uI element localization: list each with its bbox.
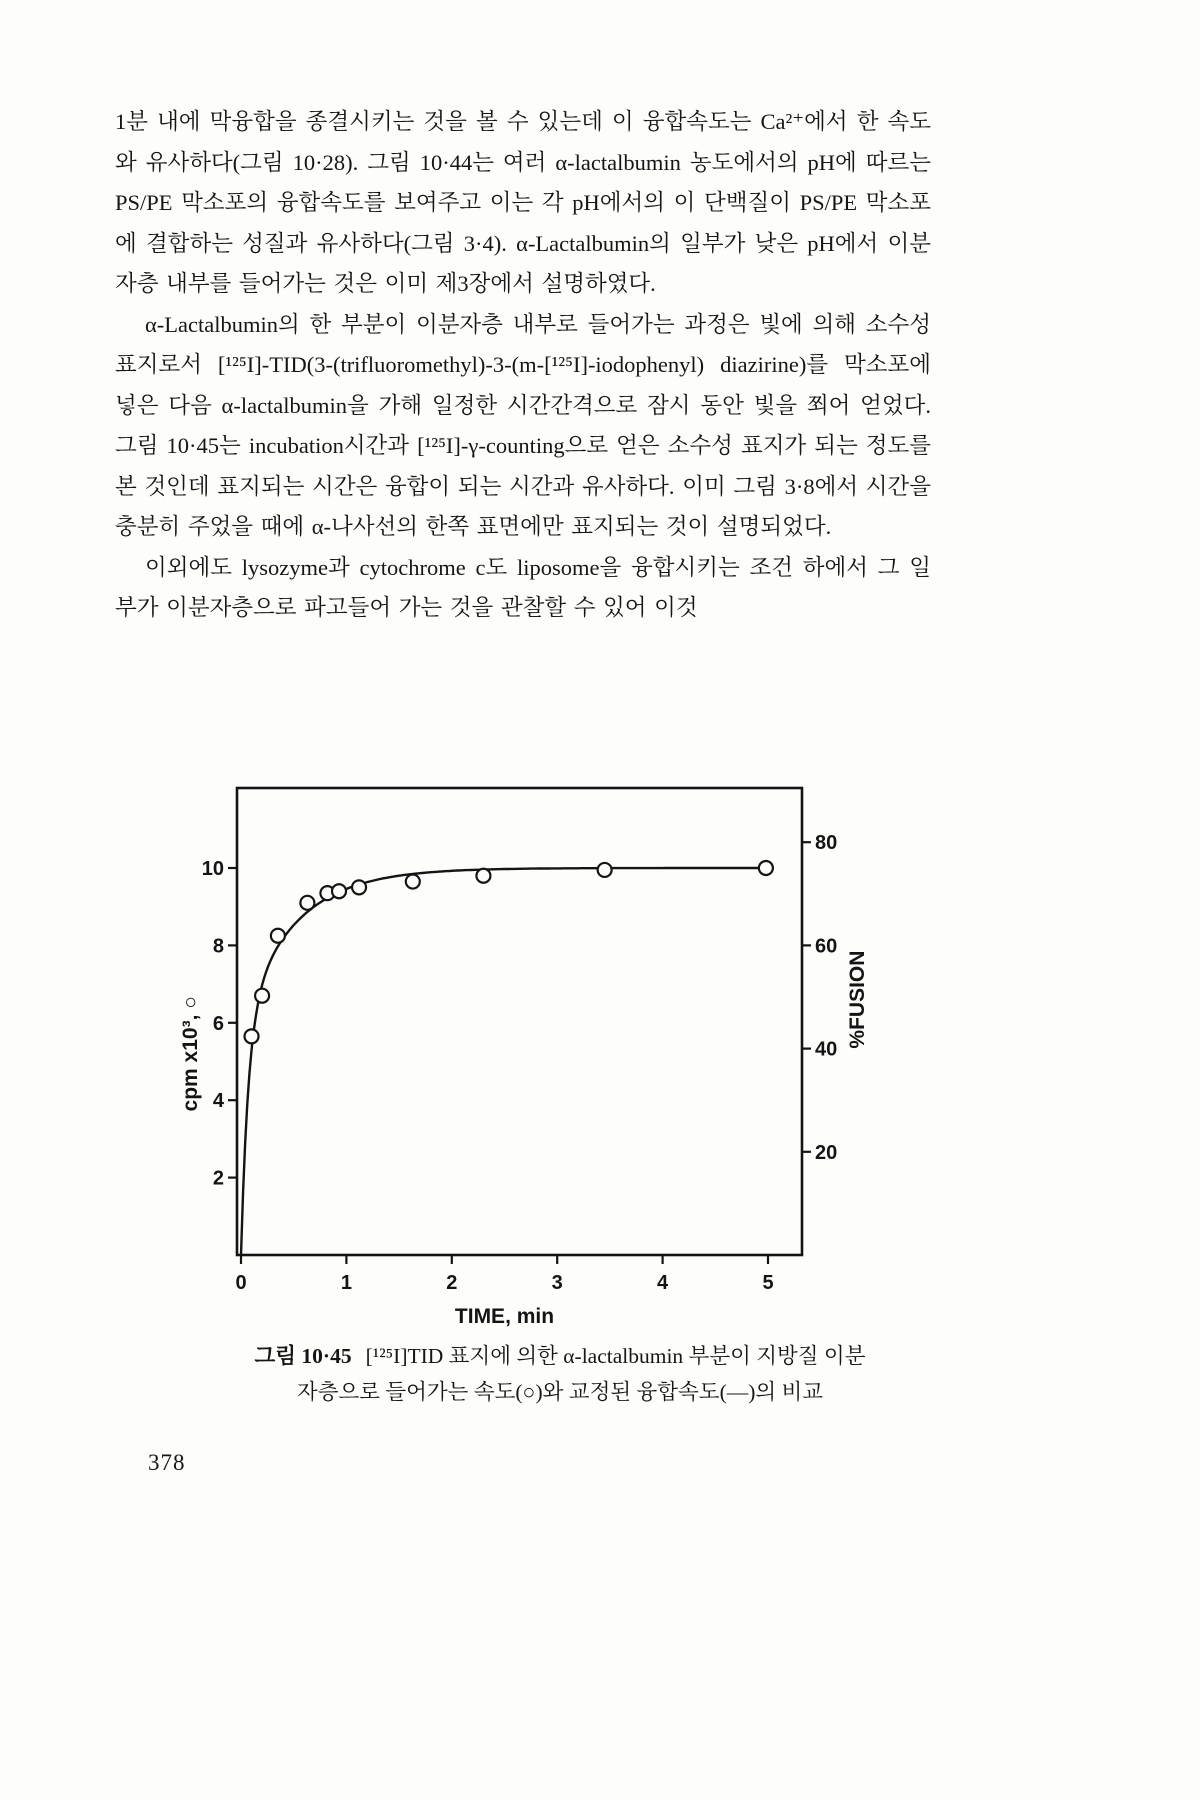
paragraph-3: 이외에도 lysozyme과 cytochrome c도 liposome을 융합시키는 조건 하에서 그 일부가 이분자층으로 파고들어 가는 것을 관찰할 수 있어 이것 <box>115 554 931 620</box>
x-tick-label: 3 <box>551 1272 563 1294</box>
data-point <box>476 869 490 883</box>
data-point <box>255 989 269 1003</box>
x-tick-label: 1 <box>340 1272 352 1294</box>
figure-10-45 <box>140 770 880 1330</box>
x-tick-label: 2 <box>446 1272 458 1294</box>
left-tick-label: 8 <box>212 935 224 958</box>
page-number: 378 <box>148 1450 186 1475</box>
left-tick-label: 2 <box>212 1167 224 1190</box>
right-axis-title: %FUSION <box>846 950 869 1049</box>
figure-caption-line-1 <box>170 1338 950 1374</box>
body-text <box>115 102 931 629</box>
data-point <box>759 861 773 875</box>
right-tick-label: 60 <box>815 935 838 958</box>
paragraph-1: 1분 내에 막융합을 종결시키는 것을 볼 수 있는데 이 융합속도는 Ca²⁺에서 한 속도와 유사하다(그림 10·28). 그림 10·44는 여러 α-lactalbumin 농도에서의 pH에 따르는 PS/PE 막소포의 융합속도를 보여주고 이는 각 pH에서의 이 단백질이 PS/PE 막소포에 결합하는 성질과 유사하다(그림 3·4). α-Lactalbumin의 일부가 낮은 pH에서 이분자층 내부를 들어가는 것은 이미 제3장에서 설명하였다. <box>115 109 931 296</box>
data-point <box>332 884 346 898</box>
data-point <box>245 1029 259 1043</box>
left-tick-label: 4 <box>212 1090 224 1113</box>
figure-caption-line-2: 자층으로 들어가는 속도(○)와 교정된 융합속도(—)의 비교 <box>296 1380 824 1404</box>
x-tick-label: 4 <box>657 1272 669 1294</box>
fusion-rate-chart <box>140 770 880 1330</box>
data-point <box>271 929 285 943</box>
right-tick-label: 80 <box>815 832 838 855</box>
figure-number-label: 그림 10·45 <box>254 1344 352 1368</box>
paragraph-2: α-Lactalbumin의 한 부분이 이분자층 내부로 들어가는 과정은 빛에 의해 소수성 표지로서 [¹²⁵I]-TID(3-(trifluoromethyl)-3-(m-[¹²⁵I]-iodophenyl) diazirine)를 막소포에 넣은 다음 α-lactalbumin을 가해 일정한 시간간격으로 잠시 동안 빛을 쬐어 얻었다. 그림 10·45는 incubation시간과 [¹²⁵I]-γ-counting으로 얻은 소수성 표지가 되는 정도를 본 것인데 표지되는 시간은 융합이 되는 시간과 유사하다. 이미 그림 3·8에서 시간을 충분히 주었을 때에 α-나사선의 한쪽 표면에만 표지되는 것이 설명되었다. <box>115 311 931 539</box>
fusion-curve <box>241 868 768 1255</box>
figure-caption <box>170 1338 950 1410</box>
x-tick-label: 5 <box>762 1272 774 1294</box>
data-point <box>352 880 366 894</box>
figure-caption-text-1: [¹²⁵I]TID 표지에 의한 α-lactalbumin 부분이 지방질 이분 <box>365 1344 866 1368</box>
left-tick-label: 6 <box>212 1012 224 1035</box>
data-point <box>406 875 420 889</box>
right-tick-label: 40 <box>815 1038 838 1061</box>
plot-box <box>237 788 802 1255</box>
right-tick-label: 20 <box>815 1141 838 1164</box>
left-axis-title: cpm x10³, ○ <box>179 996 202 1112</box>
data-point <box>300 896 314 910</box>
x-axis-title: TIME, min <box>454 1305 555 1328</box>
x-tick-label: 0 <box>235 1272 247 1294</box>
data-point <box>598 863 612 877</box>
left-tick-label: 10 <box>201 858 224 880</box>
